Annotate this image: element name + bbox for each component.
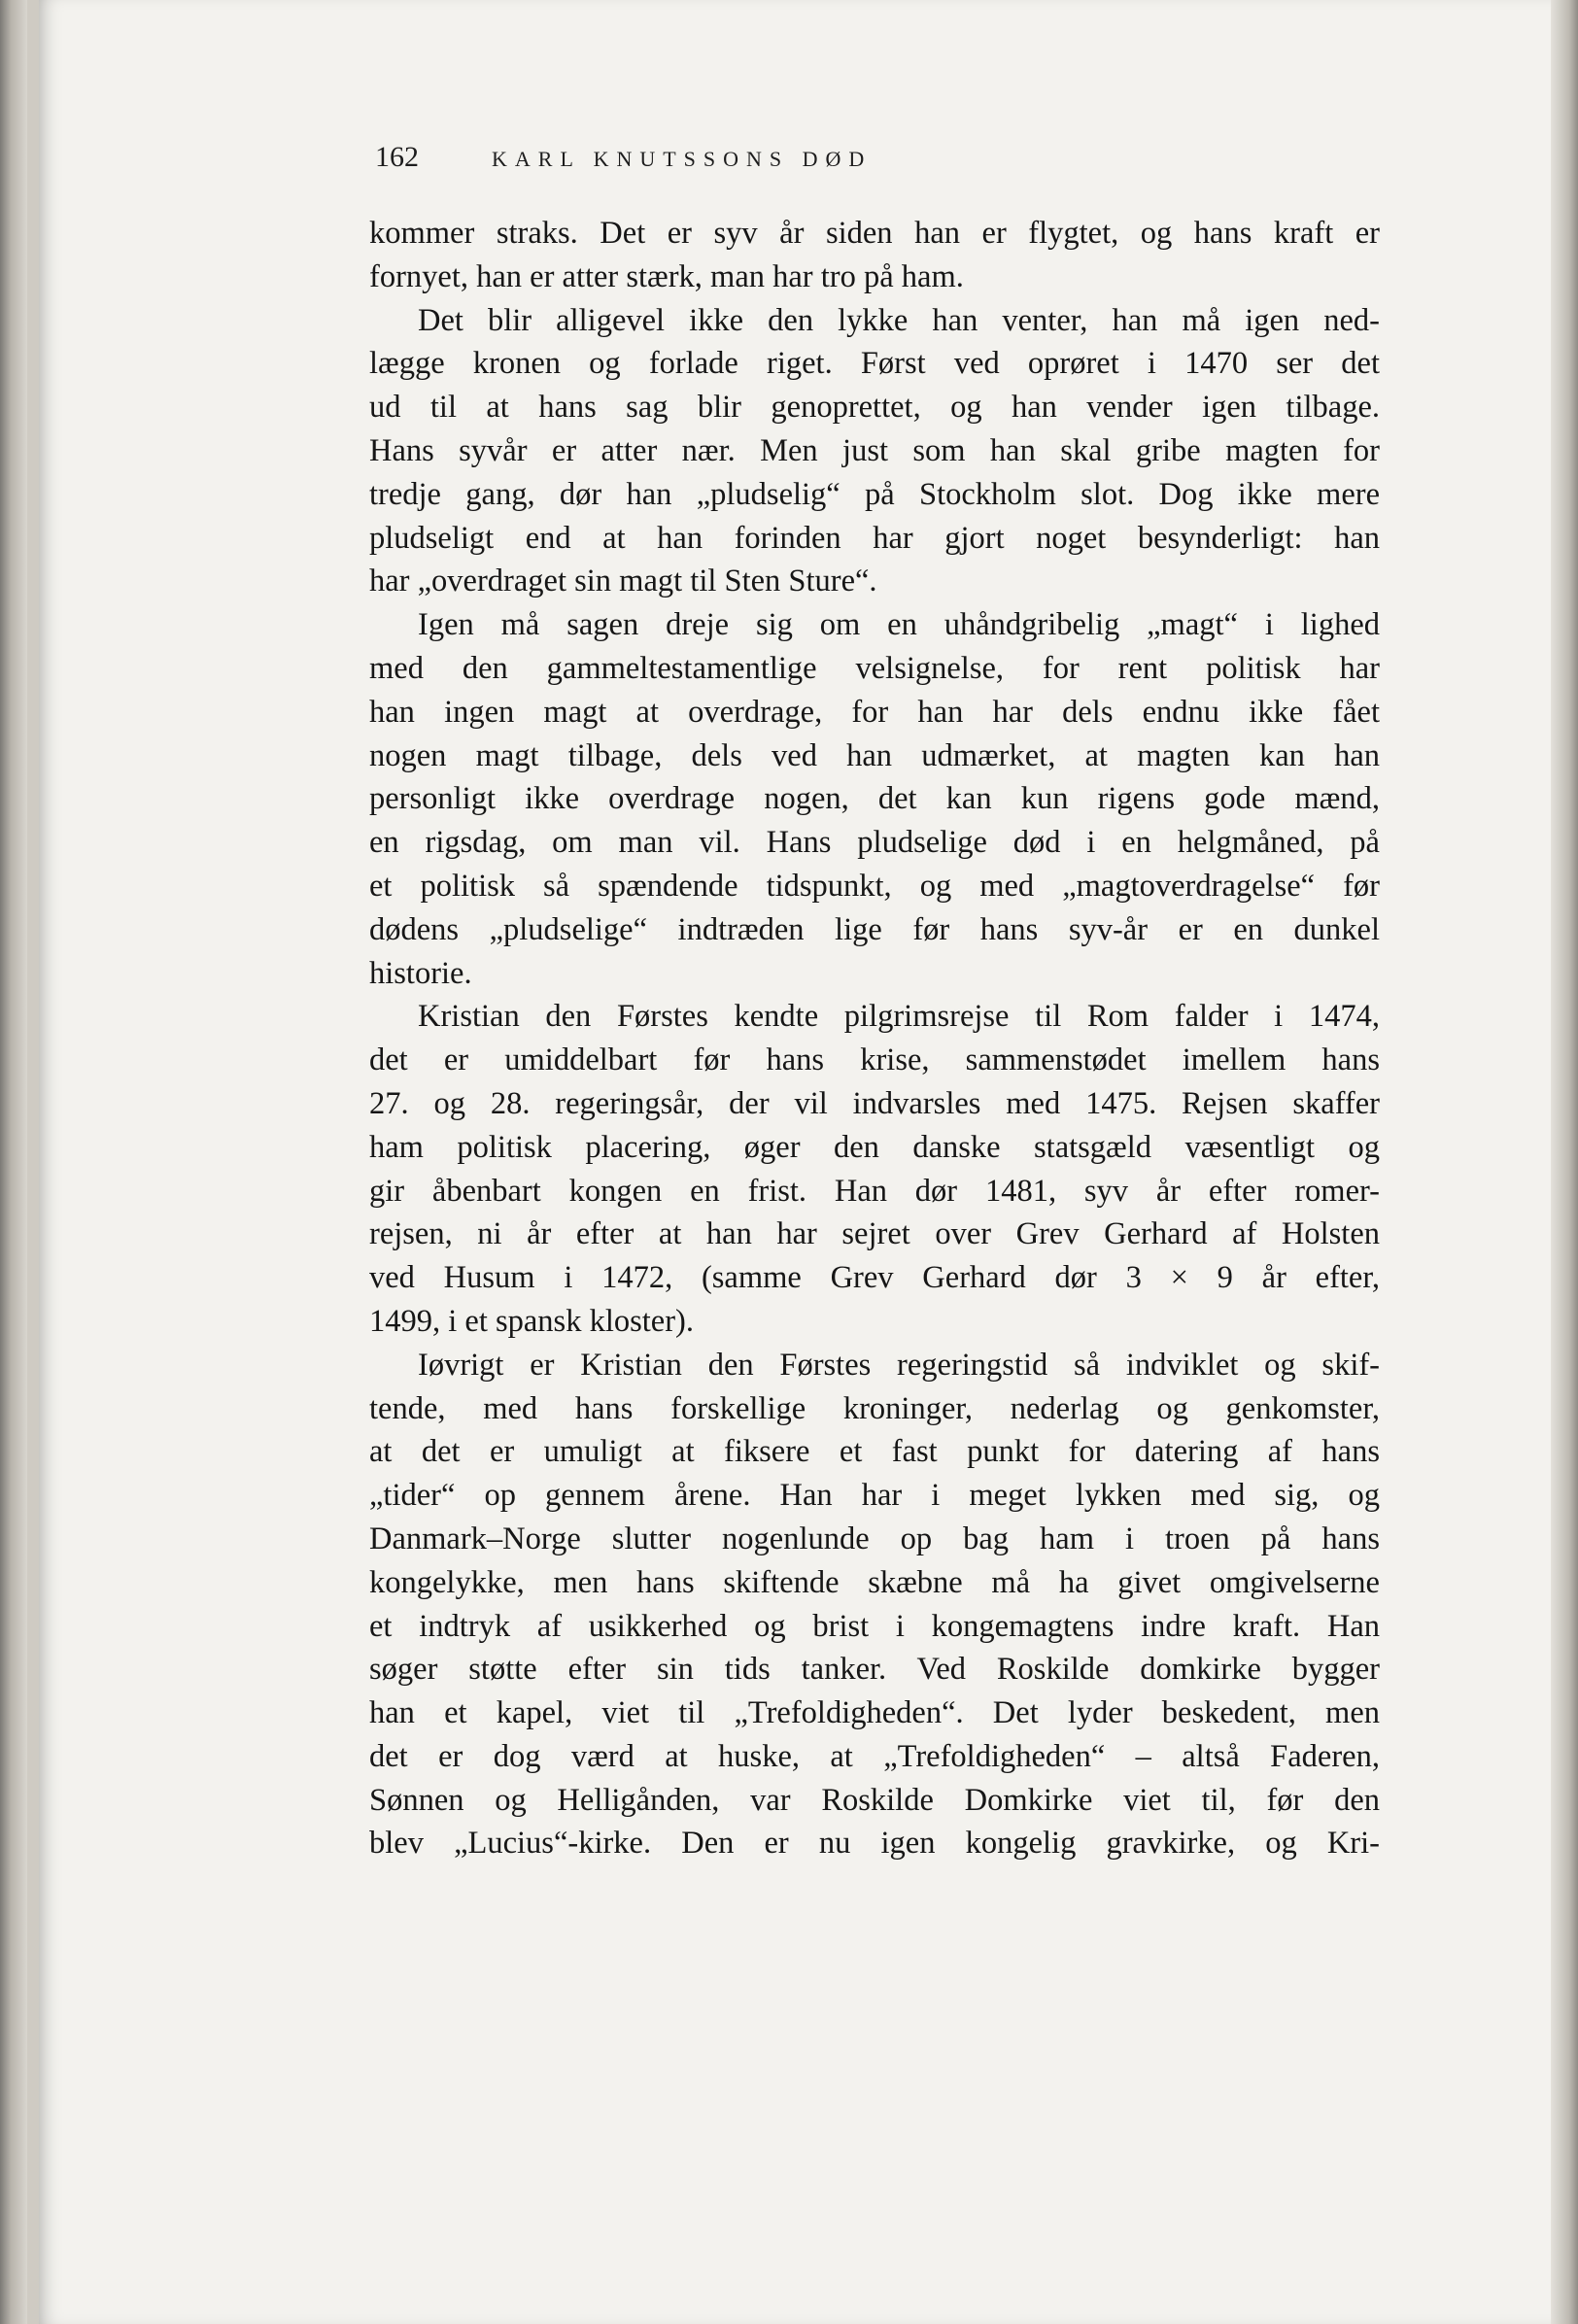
text-line: det er umiddelbart før hans krise, sammenstødet imellem hans xyxy=(369,1042,1380,1078)
text-line: søger støtte efter sin tids tanker. Ved Roskilde domkirke bygger xyxy=(369,1652,1380,1688)
text-line: 1499, i et spansk kloster). xyxy=(369,1303,694,1339)
text-line: gir åbenbart kongen en frist. Han dør 1481, syv år efter romer- xyxy=(369,1173,1380,1209)
text-line: fornyet, han er atter stærk, man har tro på ham. xyxy=(369,258,964,294)
text-line: Danmark–Norge slutter nogenlunde op bag ham i troen på hans xyxy=(369,1521,1380,1556)
text-line: lægge kronen og forlade riget. Først ved oprøret i 1470 ser det xyxy=(369,346,1380,382)
page-header xyxy=(375,141,1114,184)
scan-edge-left xyxy=(0,0,27,2324)
text-line: tende, med hans forskellige kroninger, nederlag og genkomster, xyxy=(369,1390,1380,1426)
text-line: ud til at hans sag blir genoprettet, og han vender igen tilbage. xyxy=(369,390,1380,426)
text-line: 27. og 28. regeringsår, der vil indvarsles med 1475. Rejsen skaffer xyxy=(369,1085,1380,1121)
text-line: har „overdraget sin magt til Sten Sture“. xyxy=(369,564,877,599)
text-line: ved Husum i 1472, (samme Grev Gerhard dør 3 × 9 år efter, xyxy=(369,1260,1380,1296)
text-line: kommer straks. Det er syv år siden han er flygtet, og hans kraft er xyxy=(369,216,1380,251)
text-line: kongelykke, men hans skiftende skæbne må ha givet omgivelserne xyxy=(369,1564,1380,1600)
text-line: personligt ikke overdrage nogen, det kan kun rigens gode mænd, xyxy=(369,781,1380,817)
text-line: han ingen magt at overdrage, for han har dels endnu ikke fået xyxy=(369,694,1380,730)
text-line: Iøvrigt er Kristian den Førstes regeringstid så indviklet og skif- xyxy=(418,1347,1380,1383)
text-line: han et kapel, viet til „Trefoldigheden“. Det lyder beskedent, men xyxy=(369,1695,1380,1731)
paragraph xyxy=(369,212,1380,299)
paragraph xyxy=(369,995,1380,1343)
running-title: KARL KNUTSSONS DØD xyxy=(492,147,873,171)
text-line: en rigsdag, om man vil. Hans pludselige død i en helgmåned, på xyxy=(369,825,1380,861)
text-line: tredje gang, dør han „pludselig“ på Stockholm slot. Dog ikke mere xyxy=(369,476,1380,512)
paragraph xyxy=(369,603,1380,995)
text-line: Det blir alligevel ikke den lykke han venter, han må igen ned- xyxy=(418,302,1380,338)
text-line: Igen må sagen dreje sig om en uhåndgribelig „magt“ i lighed xyxy=(418,607,1380,643)
text-line: med den gammeltestamentlige velsignelse, for rent politisk har xyxy=(369,650,1380,686)
paragraph xyxy=(369,1344,1380,1866)
text-line: ham politisk placering, øger den danske statsgæld væsentligt og xyxy=(369,1129,1380,1165)
text-line: „tider“ op gennem årene. Han har i meget lykken med sig, og xyxy=(369,1478,1380,1514)
text-line: et politisk så spændende tidspunkt, og med „magtoverdragelse“ før xyxy=(369,868,1380,904)
text-line: et indtryk af usikkerhed og brist i kongemagtens indre kraft. Han xyxy=(369,1608,1380,1644)
text-line: historie. xyxy=(369,955,472,991)
text-line: Sønnen og Helligånden, var Roskilde Domkirke viet til, før den xyxy=(369,1782,1380,1818)
text-line: pludseligt end at han forinden har gjort noget besynderligt: han xyxy=(369,520,1380,556)
text-line: Kristian den Førstes kendte pilgrimsrejse til Rom falder i 1474, xyxy=(418,999,1380,1035)
text-line: Hans syvår er atter nær. Men just som han skal gribe magten for xyxy=(369,432,1380,468)
text-line: at det er umuligt at fiksere et fast punkt for datering af hans xyxy=(369,1434,1380,1470)
text-line: blev „Lucius“-kirke. Den er nu igen kongelig gravkirke, og Kri- xyxy=(369,1826,1380,1862)
page-number: 162 xyxy=(375,141,419,173)
body-text xyxy=(369,212,1380,1865)
text-line: det er dog værd at huske, at „Trefoldigheden“ – altså Faderen, xyxy=(369,1738,1380,1774)
text-line: nogen magt tilbage, dels ved han udmærket, at magten kan han xyxy=(369,737,1380,773)
scan-edge-right xyxy=(1549,0,1578,2324)
text-line: dødens „pludselige“ indtræden lige før hans syv-år er en dunkel xyxy=(369,911,1380,947)
text-line: rejsen, ni år efter at han har sejret over Grev Gerhard af Holsten xyxy=(369,1216,1380,1252)
paragraph xyxy=(369,299,1380,604)
